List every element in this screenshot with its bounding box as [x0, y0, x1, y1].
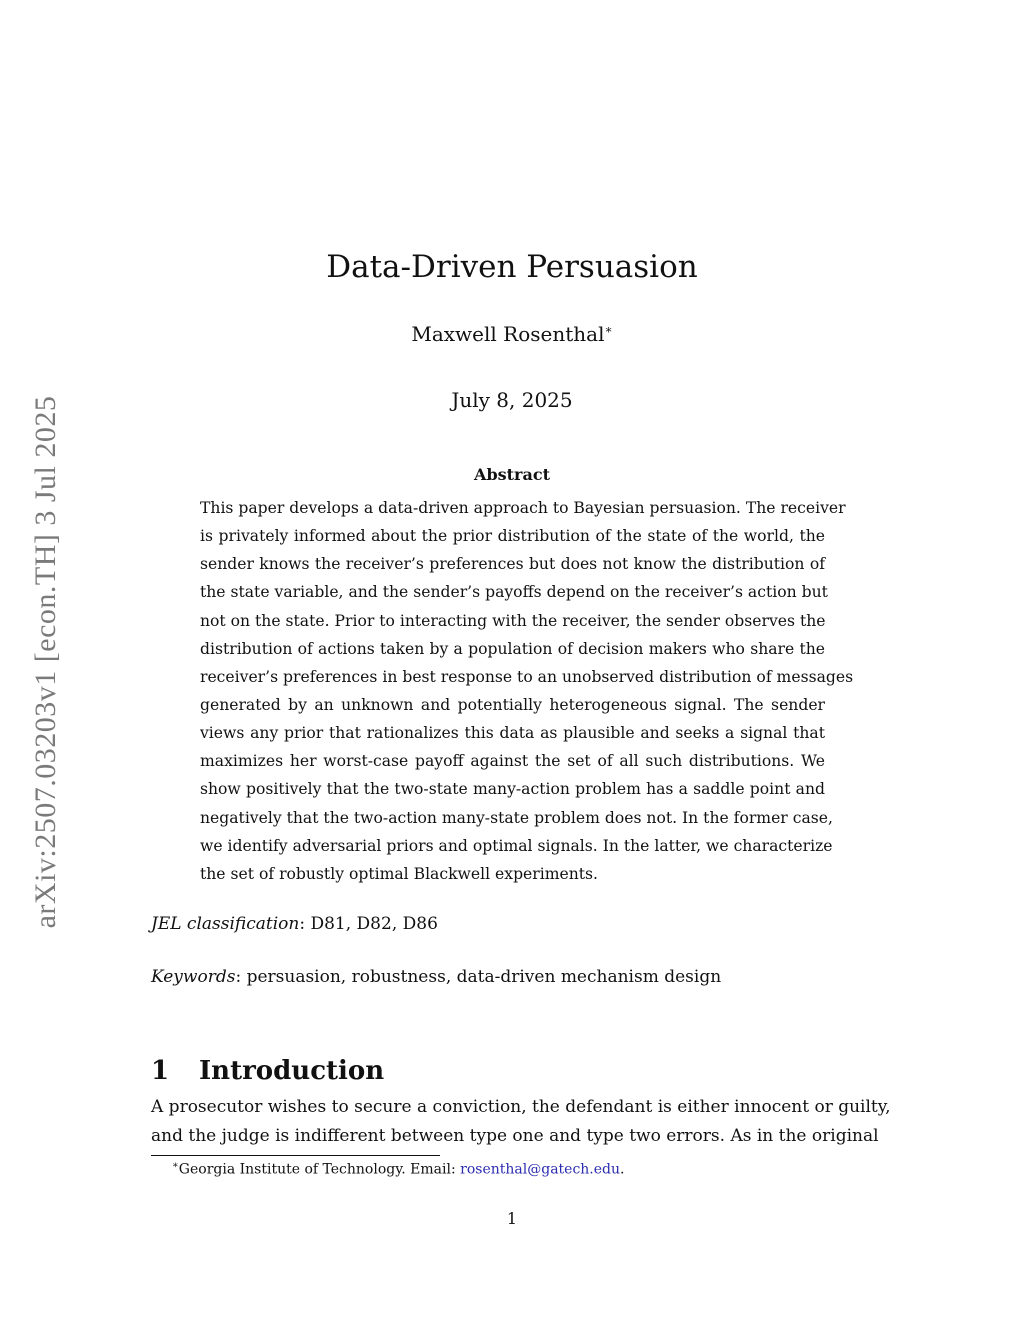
abstract-line: not on the state. Prior to interacting with the receiver, the sender observes the [200, 611, 826, 630]
intro-paragraph [151, 1093, 891, 1150]
abstract-line: the state variable, and the sender’s payoffs depend on the receiver’s action but [200, 583, 828, 602]
jel-label: JEL classification [151, 914, 300, 934]
footnote-divider [151, 1155, 440, 1156]
abstract-line: sender knows the receiver’s preferences but does not know the distribution of [200, 555, 825, 574]
abstract-line: show positively that the two-state many-action problem has a saddle point and [200, 780, 825, 799]
jel-codes: D81, D82, D86 [310, 914, 438, 934]
arxiv-identifier-stamp: arXiv:2507.03203v1 [econ.TH] 3 Jul 2025 [29, 395, 62, 929]
author-footnote-mark: ∗ [604, 322, 613, 337]
abstract-heading: Abstract [474, 465, 550, 484]
page-number: 1 [506, 1209, 518, 1228]
section-heading [151, 1056, 384, 1086]
abstract-line: we identify adversarial priors and optimal signals. In the latter, we characterize [200, 836, 833, 855]
jel-classification: JEL classification: D81, D82, D86 [151, 914, 438, 934]
author-line [0, 322, 1024, 346]
abstract-line: is privately informed about the prior distribution of the state of the world, the [200, 527, 825, 546]
abstract-line: negatively that the two-action many-state problem does not. In the former case, [200, 808, 833, 827]
intro-line: A prosecutor wishes to secure a conviction, the defendant is either innocent or guilty, [151, 1097, 891, 1117]
footnote-mark: ∗ [172, 1160, 179, 1171]
footnote [172, 1160, 624, 1178]
abstract-body [200, 494, 854, 888]
intro-line: and the judge is indifferent between type one and type two errors. As in the original [151, 1125, 879, 1146]
keywords-label: Keywords [151, 967, 236, 987]
abstract-line: views any prior that rationalizes this data as plausible and seeks a signal that [200, 724, 825, 743]
paper-title: Data-Driven Persuasion [326, 248, 698, 285]
email-link[interactable]: rosenthal@gatech.edu [460, 1161, 621, 1178]
footnote-text: Georgia Institute of Technology. Email: [178, 1161, 461, 1178]
section-title: Introduction [199, 1055, 385, 1086]
abstract-line: maximizes her worst-case payoff against the set of all such distributions. We [200, 752, 825, 771]
abstract-line: receiver’s preferences in best response to an unobserved distribution of messages [200, 667, 854, 686]
author-name: Maxwell Rosenthal [411, 322, 605, 346]
abstract-line: distribution of actions taken by a population of decision makers who share the [200, 639, 825, 658]
paper-date: July 8, 2025 [451, 388, 573, 412]
keywords: Keywords: persuasion, robustness, data-driven mechanism design [151, 967, 722, 987]
abstract-line: the set of robustly optimal Blackwell experiments. [200, 864, 598, 883]
keywords-values: persuasion, robustness, data-driven mechanism design [246, 967, 722, 987]
section-number: 1 [151, 1055, 170, 1086]
abstract-line: generated by an unknown and potentially heterogeneous signal. The sender [200, 695, 825, 714]
footnote-end: . [620, 1161, 625, 1178]
abstract-line: This paper develops a data-driven approach to Bayesian persuasion. The receiver [200, 499, 846, 517]
